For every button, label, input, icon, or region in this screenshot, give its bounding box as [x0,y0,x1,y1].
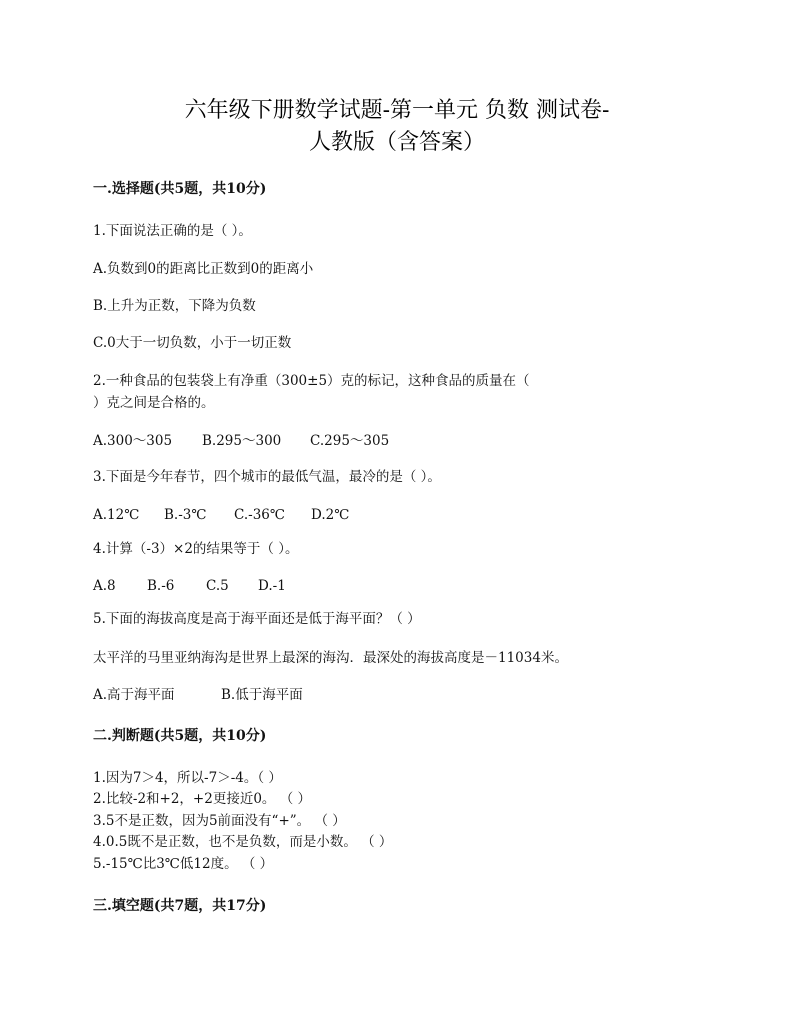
question-4-option-a: A.8 [93,578,116,594]
question-2-options [93,432,389,450]
question-4-option-c: C.5 [206,578,229,594]
question-2-option-b: B.295～300 [202,433,282,449]
question-3-option-b: B.-3℃ [164,507,207,523]
question-5-option-a: A.高于海平面 [93,687,175,703]
question-1-stem: 1.下面说法正确的是（ ）。 [93,223,252,239]
question-3-option-c: C.-36℃ [234,507,285,523]
question-5-context: 太平洋的马里亚纳海沟是世界上最深的海沟．最深处的海拔高度是－11034米。 [93,650,568,666]
question-3-option-d: D.2℃ [311,507,350,523]
question-1-option-b: B.上升为正数，下降为负数 [93,298,256,314]
judgment-item-5: 5.-15℃比3℃低12度。 （ ） [93,856,274,872]
judgment-item-2: 2.比较-2和+2，+2更接近0。 （ ） [93,791,312,807]
question-1-option-c: C.0大于一切负数，小于一切正数 [93,335,292,351]
question-5-options [93,686,303,704]
question-1-option-a: A.负数到0的距离比正数到0的距离小 [93,261,314,277]
question-3-options [93,506,349,524]
judgment-item-3: 3.5不是正数，因为5前面没有“+”。 （ ） [93,813,346,829]
question-4-option-b: B.-6 [147,578,175,594]
question-5-option-b: B.低于海平面 [221,687,303,703]
question-3-stem: 3.下面是今年春节，四个城市的最低气温，最冷的是（ ）。 [93,469,441,485]
question-2-option-a: A.300～305 [93,433,173,449]
question-4-stem: 4.计算（-3）×2的结果等于（ ）。 [93,541,299,557]
document-title-line-2: 人教版（含答案） [308,130,485,155]
section-heading-fill-in: 三.填空题(共7题，共17分) [93,898,267,914]
section-heading-multiple-choice: 一.选择题(共5题，共10分) [93,181,267,197]
document-title-line-1: 六年级下册数学试题-第一单元 负数 测试卷- [184,98,610,123]
question-3-option-a: A.12℃ [93,507,140,523]
question-4-option-d: D.-1 [258,578,286,594]
judgment-item-4: 4.0.5既不是正数，也不是负数，而是小数。 （ ） [93,834,393,850]
section-heading-true-false: 二.判断题(共5题，共10分) [93,728,267,744]
question-2-stem-line-2: ）克之间是合格的。 [93,395,215,411]
question-4-options [93,577,286,595]
question-2-option-c: C.295～305 [310,433,390,449]
judgment-item-1: 1.因为7＞4，所以-7＞-4。（ ） [93,770,282,786]
question-5-stem: 5.下面的海拔高度是高于海平面还是低于海平面？（ ） [93,611,421,627]
question-2-stem-line-1: 2.一种食品的包装袋上有净重（300±5）克的标记，这种食品的质量在（ [93,373,530,389]
